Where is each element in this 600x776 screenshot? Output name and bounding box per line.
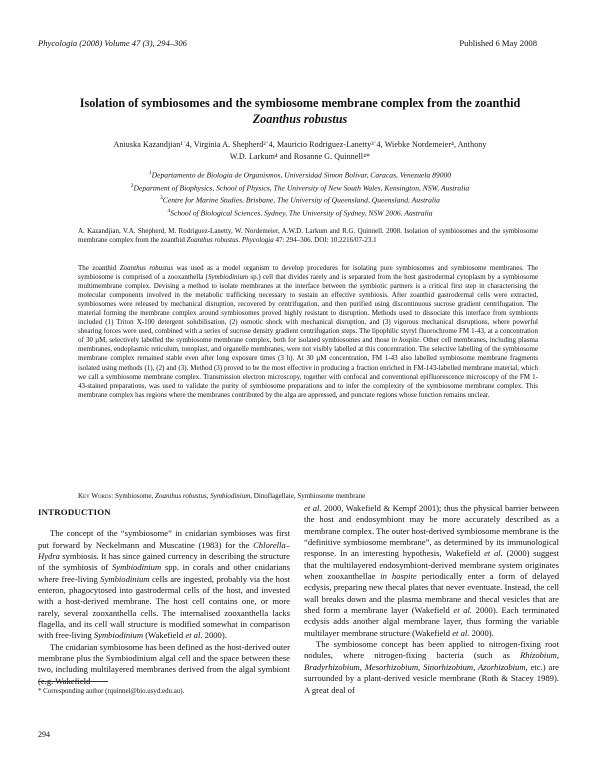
- paragraph: The symbiosome concept has been applied to nitrogen-fixing root nodules, where nitrogen-fixing bacteria (such as Rhizobium, Bradyrhizobium, Mesorhizobium, Sinorhizobium, Azorhizobium, etc.) are surrounded by a plant-derived vesicle membrane (Roth & Stacey 1989). A great deal of: [304, 639, 559, 695]
- affiliations: [40, 168, 560, 219]
- paragraph: The cnidarian symbiosome has been defined as the host-derived outer membrane plus the Symbiodinium algal cell and the space between these two, including multilayered membranes derived from the algal symbiont (e.g. Wakefield: [38, 641, 290, 686]
- affiliation-2: $^2$Department of Biophysics, School of Physics, The University of New South Wales, Kensington, NSW, Australia: [130, 182, 470, 193]
- right-column: [304, 503, 559, 696]
- running-header: [38, 38, 537, 48]
- affiliation-4: $^4$School of Biological Sciences, Sydney, The University of Sydney, NSW 2006, Australia: [167, 208, 433, 218]
- author-list: [50, 139, 550, 163]
- title-species: Zoanthus robustus: [252, 112, 348, 126]
- author-line-1: Aniuska Kazandjian¹˙4, Virginia A. Shepherd²˙4, Mauricio Rodriguez-Lanetty³˙4, Wiebke Nordemeier⁴, Anthony: [113, 140, 487, 149]
- affiliation-1: $^1$Departamento de Biologia de Organismos, Universidad Simon Bolivar, Caracas, Venezuela 89000: [148, 170, 452, 180]
- journal-citation: Phycologia (2008) Volume 47 (3), 294–306: [38, 38, 187, 48]
- left-column: [38, 503, 290, 687]
- corresponding-author-footnote: * Corresponding author (rquinnel@bio.usyd.edu.au).: [38, 688, 185, 695]
- paragraph: The concept of the “symbiosome” in cnidarian symbioses was first put forward by Neckelmann and Muscatine (1983) for the Chlorella–Hydra symbiosis. It has since gained currency in describing the structure of the symbiosis of Symbiodinium spp. in corals and other cnidarians where free-living Symbiodinium cells are ingested, probably via the host enteron, phagocytosed into gastrodermal cells of the host, and invested with a host-derived membrane. The host cell contains one, or more rarely, several zooxanthella cells. The internalised zooxanthella lacks flagella, and its cell wall structure is modified somewhat in comparison with free-living Symbiodinium (Wakefield et al. 2000).: [38, 528, 290, 641]
- keywords-label: Key Words:: [78, 492, 114, 500]
- footnote-divider: [38, 681, 108, 682]
- title-main: Isolation of symbiosomes and the symbiosome membrane complex from the zoanthid: [79, 96, 521, 110]
- article-title: [30, 95, 570, 127]
- abstract: The zoanthid Zoanthus robustus was used as a model organism to develop procedures for isolating pure symbiosomes and symbiosome membranes. The symbiosome is comprised of a zooxanthella (Symbiodinium sp.) cell that divides rarely and is separated from the host gastrodermal cytoplasm by a symbiosome multimembrane complex. Devising a method to isolate membranes at the interface between the symbiotic partners is a critical first step in characterising the molecular components involved in the metabolic trafficking necessary to sustain an effective symbiosis. After zoanthid gastrodermal cells were extracted, symbiosomes were released by mechanical disruption, recovered by centrifugation, and then purified using discontinuous sucrose gradient centrifugation. The material forming the membrane complex around symbiosomes proved highly resistant to disruption. Methods used to dissociate this interface from symbionts included (1) Triton X-100 detergent solubilisation, (2) osmotic shock with mechanical disruption, and (3) vigorous mechanical disruptions, where powerful shearing forces were used, combined with a series of sucrose density gradient centrifugation steps. The lipophilic styryl fluorochrome FM 1-43, at a concentration of 30 µM, selectively labelled the symbiosome membrane complex, both for isolated symbiosomes and those in hospite. Other cell membranes, including plasma membranes, endoplasmic reticulum, tonoplast, and organelle membranes, were not visibly labelled at this concentration. The selective labelling of the symbiosome membrane complex remained stable even after long exposure times (3 h). At 30 µM concentration, FM 1-43 also labelled symbiosome membrane fragments isolated using methods (1), (2) and (3). Method (3) proved to be the most effective in producing a fraction enriched in FM-143-labelled membrane material, which we call a symbiosome membrane complex. Transmission electron microscopy, together with confocal and conventional epifluorescence microscopy of the FM 1-43-stained preparations, was used to validate the purity of symbiosome preparations and to infer the complexity of the symbiosome membrane complex. This membrane complex has regions where the membranes contributed by the alga are appressed, and punctate regions whose function remains unclear.: [78, 264, 539, 399]
- keywords: Key Words: Symbiosome, Zoanthus robustus, Symbiodinium, Dinoflagellate, Symbiosome membrane: [78, 492, 366, 500]
- author-line-2: W.D. Larkum⁴ and Rosanne G. Quinnell⁴*: [229, 152, 371, 161]
- page-number: 294: [38, 730, 50, 739]
- paragraph: et al. 2000, Wakefield & Kempf 2001); thus the physical barrier between the host and endosymbiont may be more accurately described as a membrane complex. The outer host-derived symbiosome membrane is the “definitive symbiosome membrane”, as determined by its immunological response. In an interesting hypothesis, Wakefield et al. (2000) suggest that the multilayered endosymbiont-derived membrane system originates when zooxanthellae in hospite periodically enter a form of delayed ecdysis, preparing new thecal plates that never eventuate. Instead, the cell wall breaks down and the plasma membrane and thecal vesicles that are shed form a membrane layer (Wakefield et al. 2000). Each terminated ecdysis adds another algal membrane layer, thus forming the variable multilayer membrane structure (Wakefield et al. 2000).: [304, 503, 560, 638]
- section-heading: INTRODUCTION: [38, 507, 111, 517]
- article-citation: A. Kazandjian, V.A. Shepherd, M. Rodriguez-Lanetty, W. Nordemeier, A.W.D. Larkum and R.G. Quinnell. 2008. Isolation of symbiosomes and the symbiosome membrane complex from the zoanthid Zoanthus robustus. Phycologia 47: 294–306. DOI: 10.2216/07-23.1: [78, 227, 538, 245]
- affiliation-3: $^3$Centre for Marine Studies, Brisbane, The University of Queensland, Queensland, Australia: [160, 195, 440, 205]
- publication-date: Published 6 May 2008: [459, 38, 537, 48]
